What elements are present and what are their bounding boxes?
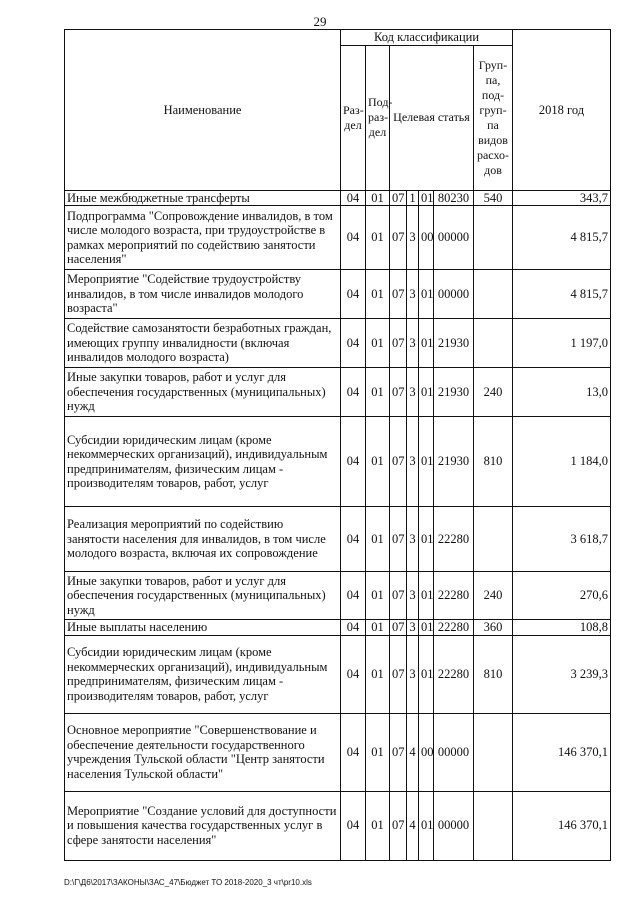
cell-rz: 04 xyxy=(341,635,366,713)
cell-t2: 3 xyxy=(407,270,419,319)
cell-t1: 07 xyxy=(390,713,407,791)
cell-rz: 04 xyxy=(341,417,366,507)
cell-t4: 00000 xyxy=(434,713,474,791)
header-group: Груп-па, под-груп-па видов расхо-дов xyxy=(474,45,513,190)
cell-t3: 01 xyxy=(419,507,434,572)
cell-amount: 13,0 xyxy=(513,368,611,417)
cell-t3: 01 xyxy=(419,572,434,620)
cell-amount: 3 618,7 xyxy=(513,507,611,572)
cell-t3: 01 xyxy=(419,635,434,713)
cell-t4: 21930 xyxy=(434,319,474,368)
cell-rz: 04 xyxy=(341,270,366,319)
cell-pr: 01 xyxy=(366,713,390,791)
cell-name: Реализация мероприятий по содействию занятости населения для инвалидов, в том числе молодого возраста, включая их сопровождение xyxy=(65,507,341,572)
cell-t3: 00 xyxy=(419,713,434,791)
cell-vr: 360 xyxy=(474,620,513,636)
cell-amount: 270,6 xyxy=(513,572,611,620)
cell-t2: 3 xyxy=(407,507,419,572)
cell-vr: 240 xyxy=(474,368,513,417)
cell-amount: 146 370,1 xyxy=(513,713,611,791)
cell-vr xyxy=(474,206,513,270)
table-row xyxy=(65,206,611,270)
cell-vr: 540 xyxy=(474,190,513,206)
cell-pr: 01 xyxy=(366,368,390,417)
cell-pr: 01 xyxy=(366,190,390,206)
cell-t3: 01 xyxy=(419,368,434,417)
cell-pr: 01 xyxy=(366,507,390,572)
cell-t4: 21930 xyxy=(434,368,474,417)
cell-pr: 01 xyxy=(366,620,390,636)
cell-t4: 00000 xyxy=(434,206,474,270)
header-section: Раз-дел xyxy=(341,45,366,190)
cell-t3: 01 xyxy=(419,319,434,368)
cell-t1: 07 xyxy=(390,368,407,417)
cell-t4: 22280 xyxy=(434,620,474,636)
cell-vr xyxy=(474,270,513,319)
cell-pr: 01 xyxy=(366,270,390,319)
cell-t1: 07 xyxy=(390,190,407,206)
cell-amount: 3 239,3 xyxy=(513,635,611,713)
cell-vr xyxy=(474,507,513,572)
cell-name: Иные закупки товаров, работ и услуг для обеспечения государственных (муниципальных) нужд xyxy=(65,572,341,620)
cell-t4: 00000 xyxy=(434,270,474,319)
cell-name: Иные межбюджетные трансферты xyxy=(65,190,341,206)
cell-t2: 3 xyxy=(407,572,419,620)
cell-amount: 4 815,7 xyxy=(513,270,611,319)
cell-name: Субсидии юридическим лицам (кроме некоммерческих организаций), индивидуальным предпринимателям, физическим лицам - производителям товаров, работ, услуг xyxy=(65,635,341,713)
table-row xyxy=(65,635,611,713)
cell-t3: 01 xyxy=(419,791,434,860)
header-name: Наименование xyxy=(65,30,341,191)
cell-pr: 01 xyxy=(366,572,390,620)
cell-amount: 343,7 xyxy=(513,190,611,206)
cell-rz: 04 xyxy=(341,319,366,368)
cell-amount: 4 815,7 xyxy=(513,206,611,270)
cell-t2: 3 xyxy=(407,620,419,636)
table-row xyxy=(65,368,611,417)
cell-t3: 01 xyxy=(419,417,434,507)
cell-t2: 3 xyxy=(407,635,419,713)
cell-t3: 01 xyxy=(419,620,434,636)
table-row xyxy=(65,620,611,636)
table-row xyxy=(65,572,611,620)
cell-pr: 01 xyxy=(366,635,390,713)
cell-t3: 01 xyxy=(419,190,434,206)
cell-t1: 07 xyxy=(390,791,407,860)
cell-vr xyxy=(474,713,513,791)
cell-t3: 00 xyxy=(419,206,434,270)
cell-rz: 04 xyxy=(341,791,366,860)
cell-t1: 07 xyxy=(390,620,407,636)
cell-t1: 07 xyxy=(390,270,407,319)
cell-amount: 1 184,0 xyxy=(513,417,611,507)
table-row xyxy=(65,270,611,319)
cell-t4: 80230 xyxy=(434,190,474,206)
table-row xyxy=(65,507,611,572)
cell-t2: 4 xyxy=(407,713,419,791)
cell-t2: 3 xyxy=(407,368,419,417)
header-subsection: Под-раз-дел xyxy=(366,45,390,190)
cell-t2: 3 xyxy=(407,319,419,368)
cell-t2: 3 xyxy=(407,206,419,270)
table-row xyxy=(65,417,611,507)
cell-name: Иные выплаты населению xyxy=(65,620,341,636)
cell-rz: 04 xyxy=(341,713,366,791)
cell-t1: 07 xyxy=(390,417,407,507)
cell-pr: 01 xyxy=(366,319,390,368)
page-number: 29 xyxy=(313,14,327,29)
header-year: 2018 год xyxy=(513,30,611,191)
cell-name: Мероприятие "Содействие трудоустройству инвалидов, в том числе инвалидов молодого возраста" xyxy=(65,270,341,319)
cell-t1: 07 xyxy=(390,635,407,713)
cell-t1: 07 xyxy=(390,507,407,572)
cell-rz: 04 xyxy=(341,190,366,206)
cell-rz: 04 xyxy=(341,572,366,620)
cell-vr xyxy=(474,791,513,860)
cell-name: Основное мероприятие "Совершенствование и обеспечение деятельности государственного учреждения Тульской области "Центр занятости населения Тульской области" xyxy=(65,713,341,791)
cell-name: Подпрограмма "Сопровождение инвалидов, в том числе молодого возраста, при трудоустройстве в рамках мероприятий по содействию занятости населения" xyxy=(65,206,341,270)
cell-amount: 1 197,0 xyxy=(513,319,611,368)
table-body xyxy=(65,190,611,860)
header-target: Целевая статья xyxy=(390,45,474,190)
table-row xyxy=(65,319,611,368)
cell-amount: 108,8 xyxy=(513,620,611,636)
cell-t4: 00000 xyxy=(434,791,474,860)
cell-t2: 1 xyxy=(407,190,419,206)
cell-vr: 240 xyxy=(474,572,513,620)
cell-rz: 04 xyxy=(341,368,366,417)
budget-table xyxy=(64,29,611,861)
cell-pr: 01 xyxy=(366,417,390,507)
file-path-footer: D:\Г\Д6\2017\ЗАКОНЫ\ЗАС_47\Бюджет ТО 2018-2020_3 чт\pr10.xls xyxy=(64,878,312,887)
cell-amount: 146 370,1 xyxy=(513,791,611,860)
table-row xyxy=(65,190,611,206)
cell-pr: 01 xyxy=(366,791,390,860)
cell-rz: 04 xyxy=(341,620,366,636)
cell-t3: 01 xyxy=(419,270,434,319)
cell-t2: 4 xyxy=(407,791,419,860)
cell-t4: 21930 xyxy=(434,417,474,507)
cell-name: Мероприятие "Создание условий для доступности и повышения качества государственных услуг в сфере занятости населения" xyxy=(65,791,341,860)
cell-vr: 810 xyxy=(474,635,513,713)
cell-t2: 3 xyxy=(407,417,419,507)
cell-t1: 07 xyxy=(390,206,407,270)
cell-vr xyxy=(474,319,513,368)
cell-t4: 22280 xyxy=(434,507,474,572)
cell-name: Содействие самозанятости безработных граждан, имеющих группу инвалидности (включая инвалидов молодого возраста) xyxy=(65,319,341,368)
cell-t4: 22280 xyxy=(434,635,474,713)
cell-rz: 04 xyxy=(341,507,366,572)
header-code: Код классификации xyxy=(341,30,513,46)
cell-t1: 07 xyxy=(390,572,407,620)
cell-pr: 01 xyxy=(366,206,390,270)
cell-name: Субсидии юридическим лицам (кроме некоммерческих организаций), индивидуальным предпринимателям, физическим лицам - производителям товаров, работ, услуг xyxy=(65,417,341,507)
table-row xyxy=(65,791,611,860)
cell-name: Иные закупки товаров, работ и услуг для обеспечения государственных (муниципальных) нужд xyxy=(65,368,341,417)
table-row xyxy=(65,713,611,791)
cell-t1: 07 xyxy=(390,319,407,368)
cell-rz: 04 xyxy=(341,206,366,270)
cell-vr: 810 xyxy=(474,417,513,507)
cell-t4: 22280 xyxy=(434,572,474,620)
